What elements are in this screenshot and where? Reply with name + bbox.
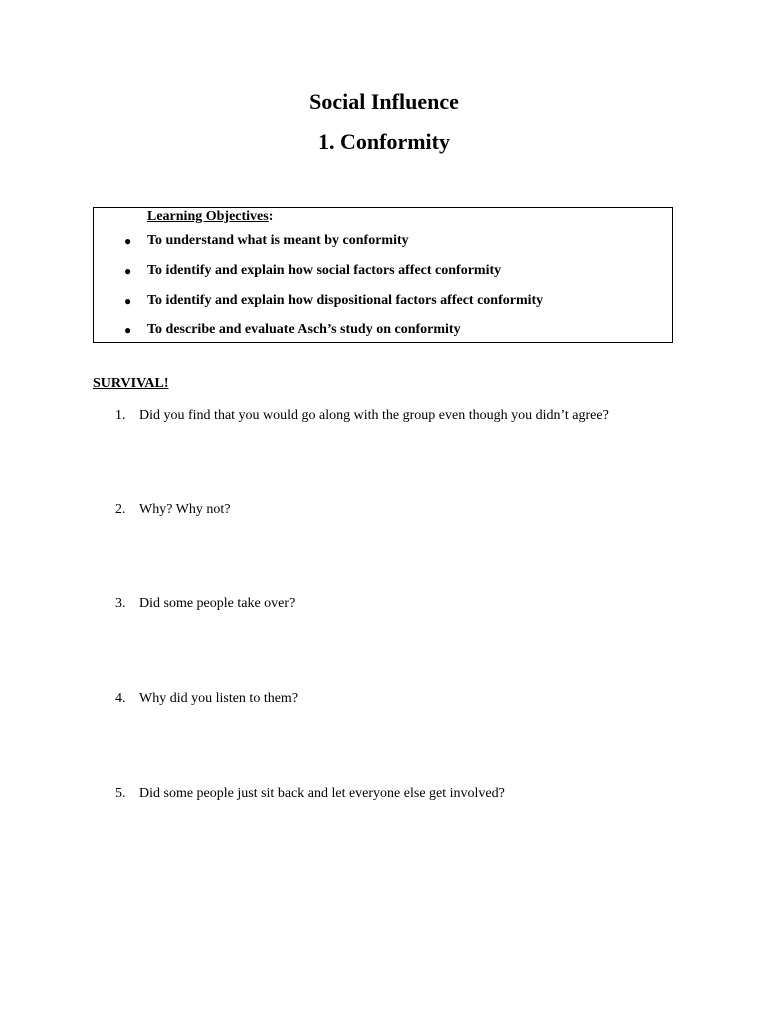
question-item [115, 501, 231, 519]
objective-text: To describe and evaluate Asch’s study on conformity [147, 322, 461, 337]
question-text: Did some people just sit back and let everyone else get involved? [139, 786, 505, 801]
question-text: Did you find that you would go along with the group even though you didn’t agree? [139, 408, 609, 423]
question-text: Why did you listen to them? [139, 691, 299, 706]
question-text: Why? Why not? [139, 502, 231, 517]
learning-objectives-heading-text: Learning Objectives [147, 209, 269, 224]
question-number: 3. [115, 596, 126, 611]
learning-objectives-heading [147, 208, 273, 226]
objective-text: To understand what is meant by conformity [147, 233, 409, 248]
section-heading-survival: SURVIVAL! [93, 376, 169, 391]
learning-objectives-heading-colon: : [268, 209, 274, 224]
question-number: 4. [115, 691, 126, 706]
bullet-icon: ● [124, 323, 132, 337]
learning-objectives-box [93, 207, 673, 343]
objective-text: To identify and explain how social factors affect conformity [147, 263, 502, 278]
page-subtitle: 1. Conformity [318, 129, 450, 154]
question-item [115, 690, 298, 708]
bullet-icon: ● [124, 234, 132, 248]
question-number: 2. [115, 502, 126, 517]
bullet-icon: ● [124, 294, 132, 308]
bullet-icon: ● [124, 264, 132, 278]
page-title: Social Influence [309, 89, 459, 114]
question-number: 1. [115, 408, 126, 423]
question-item [115, 595, 295, 613]
objective-text: To identify and explain how dispositional factors affect conformity [147, 293, 544, 308]
question-item [115, 407, 609, 425]
question-text: Did some people take over? [139, 596, 296, 611]
question-item [115, 785, 505, 803]
question-number: 5. [115, 786, 126, 801]
